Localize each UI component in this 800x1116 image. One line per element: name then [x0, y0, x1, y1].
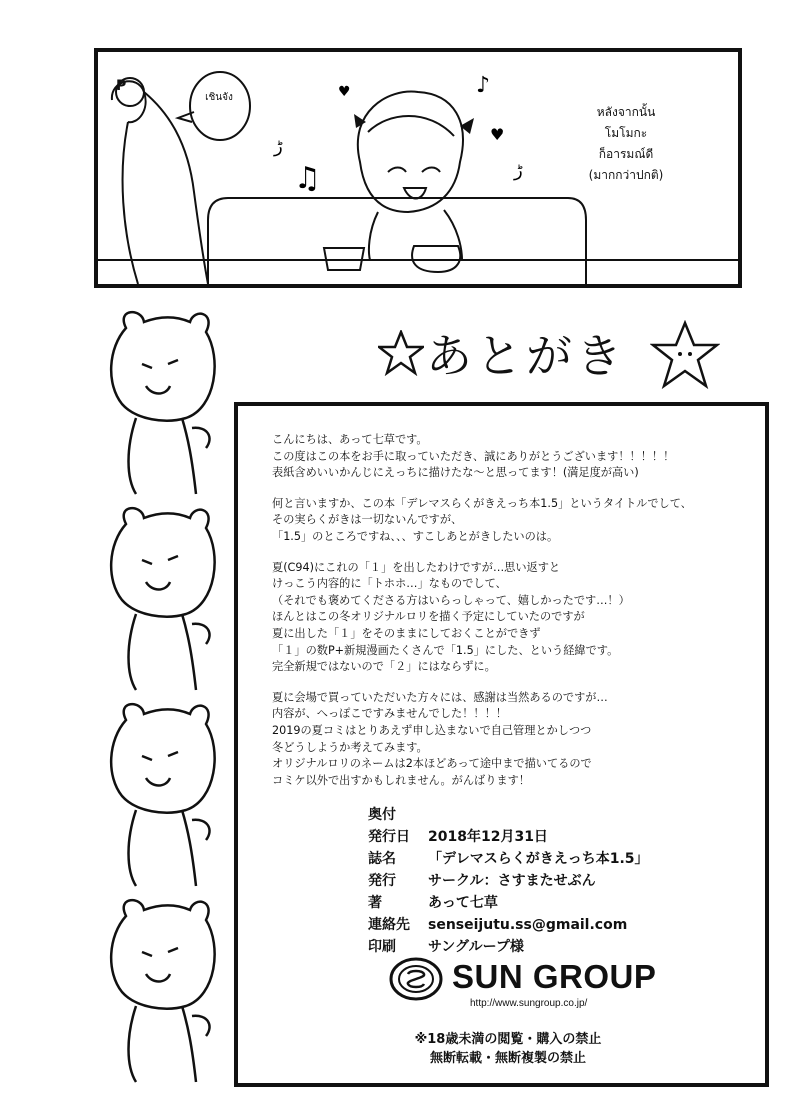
afterword-title: あとがき: [426, 329, 626, 383]
producer-p-label: P: [116, 78, 127, 94]
colophon-key: 著: [368, 895, 382, 911]
colophon-key: 発行: [368, 873, 396, 889]
comic-panel: [94, 48, 742, 288]
text-line: 完全新規ではないので「２」にはならずに。: [272, 660, 496, 674]
colophon-value: 「デレマスらくがきえっち本1.5」: [428, 851, 649, 867]
colophon-key: 誌名: [368, 851, 396, 867]
colophon-row: [368, 892, 649, 914]
sun-group-logo-icon: [388, 956, 444, 1002]
colophon-row: [368, 914, 649, 936]
star-icon: [378, 330, 424, 376]
afterword-title-row: [378, 320, 758, 396]
svg-text:ڑ: ڑ: [514, 160, 523, 181]
colophon-value: サングループ様: [428, 939, 524, 955]
colophon-row: [368, 848, 649, 870]
bear-column: [96, 308, 226, 1088]
svg-text:♪: ♪: [476, 73, 491, 98]
colophon-value: 2018年12月31日: [428, 829, 548, 845]
text-line: 夏に出した「１」をそのままにしておくことができず: [272, 626, 541, 640]
text-line: 「1.5」のところですね、、、すこしあとがきしたいのは。: [272, 529, 559, 543]
svg-text:ڑ: ڑ: [274, 136, 283, 157]
text-line: けっこう内容的に「トホホ…」なものでして、: [272, 577, 507, 591]
speech-bubble-text: เชินจัง: [205, 92, 233, 103]
svg-text:♫: ♫: [294, 161, 321, 196]
narration-text: [546, 102, 706, 186]
logo-url: http://www.sungroup.co.jp/: [470, 998, 588, 1009]
text-line: 内容が、へっぽこですみませんでした！！！！: [272, 707, 507, 721]
narration-line: โมโมกะ: [604, 126, 648, 140]
text-line: コミケ以外で出すかもしれません。がんばります！: [272, 773, 530, 787]
text-line: ほんとはこの冬オリジナルロリを描く予定にしていたのですが: [272, 610, 585, 624]
text-line: 2019の夏コミはとりあえず申し込まないで自己管理とかしつつ: [272, 723, 592, 737]
colophon-row: [368, 936, 649, 958]
colophon-key: 発行日: [368, 829, 410, 845]
text-line: 夏(C94)にこれの「１」を出したわけですが…思い返すと: [272, 560, 561, 574]
svg-text:♥: ♥: [338, 84, 351, 100]
narration-line: ก็อารมณ์ดี: [598, 147, 654, 161]
narration-line: (มากกว่าปกติ): [588, 168, 664, 182]
afterword-box: [234, 402, 769, 1087]
notice-line: 無断転載・無断複製の禁止: [429, 1051, 586, 1066]
star-icon: [650, 320, 720, 390]
narration-line: หลังจากนั้น: [596, 105, 656, 119]
bear-drawing: [96, 700, 226, 890]
svg-text:♥: ♥: [490, 125, 505, 144]
text-line: この度はこの本をお手に取っていただき、誠にありがとうございます！！！！！: [272, 449, 675, 463]
text-line: 何と言いますか、この本「デレマスらくがきえっち本1.5」というタイトルでして、: [272, 496, 692, 510]
text-line: 「１」の数P+新規漫画たくさんで「1.5」にした、という経緯です。: [272, 643, 619, 657]
text-line: こんにちは、あって七草です。: [272, 433, 428, 446]
text-line: 冬どうしようか考えてみます。: [272, 740, 428, 754]
afterword-paragraph: [272, 432, 757, 482]
afterword-paragraph: [272, 496, 757, 546]
text-line: 表紙含めいいかんじにえっちに描けたな～と思ってます！(満足度が高い): [272, 466, 639, 480]
bear-drawing: [96, 896, 226, 1086]
text-line: オリジナルロリのネームは2本ほどあって途中まで描いてるので: [272, 757, 592, 771]
afterword-paragraph: [272, 560, 757, 676]
colophon-row: [368, 826, 649, 848]
text-line: 夏に会場で買っていただいた方々には、感謝は当然あるのですが…: [272, 690, 608, 704]
colophon: [368, 804, 649, 958]
colophon-value: サークル：さすまたせぶん: [428, 873, 596, 889]
colophon-row: [368, 870, 649, 892]
text-line: その実らくがきは一切ないんですが、: [272, 513, 463, 527]
notice-line: ※18歳未満の閲覧・購入の禁止: [414, 1032, 602, 1047]
text-line: （それでも褒めてくださる方はいらっしゃって、嬉しかったです…！）: [272, 593, 630, 607]
bear-drawing: [96, 504, 226, 694]
colophon-key: 印刷: [368, 939, 396, 955]
afterword-paragraph: [272, 690, 757, 790]
colophon-key: 連絡先: [368, 917, 410, 933]
restriction-notice: [358, 1030, 658, 1068]
colophon-value: あって七草: [428, 895, 498, 911]
afterword-text: [272, 432, 757, 803]
logo-name: SUN GROUP: [452, 958, 657, 995]
colophon-value: senseijutu.ss@gmail.com: [428, 917, 628, 933]
bear-drawing: [96, 308, 226, 498]
colophon-heading: 奥付: [368, 807, 396, 823]
sun-group-logo: [388, 956, 688, 1016]
